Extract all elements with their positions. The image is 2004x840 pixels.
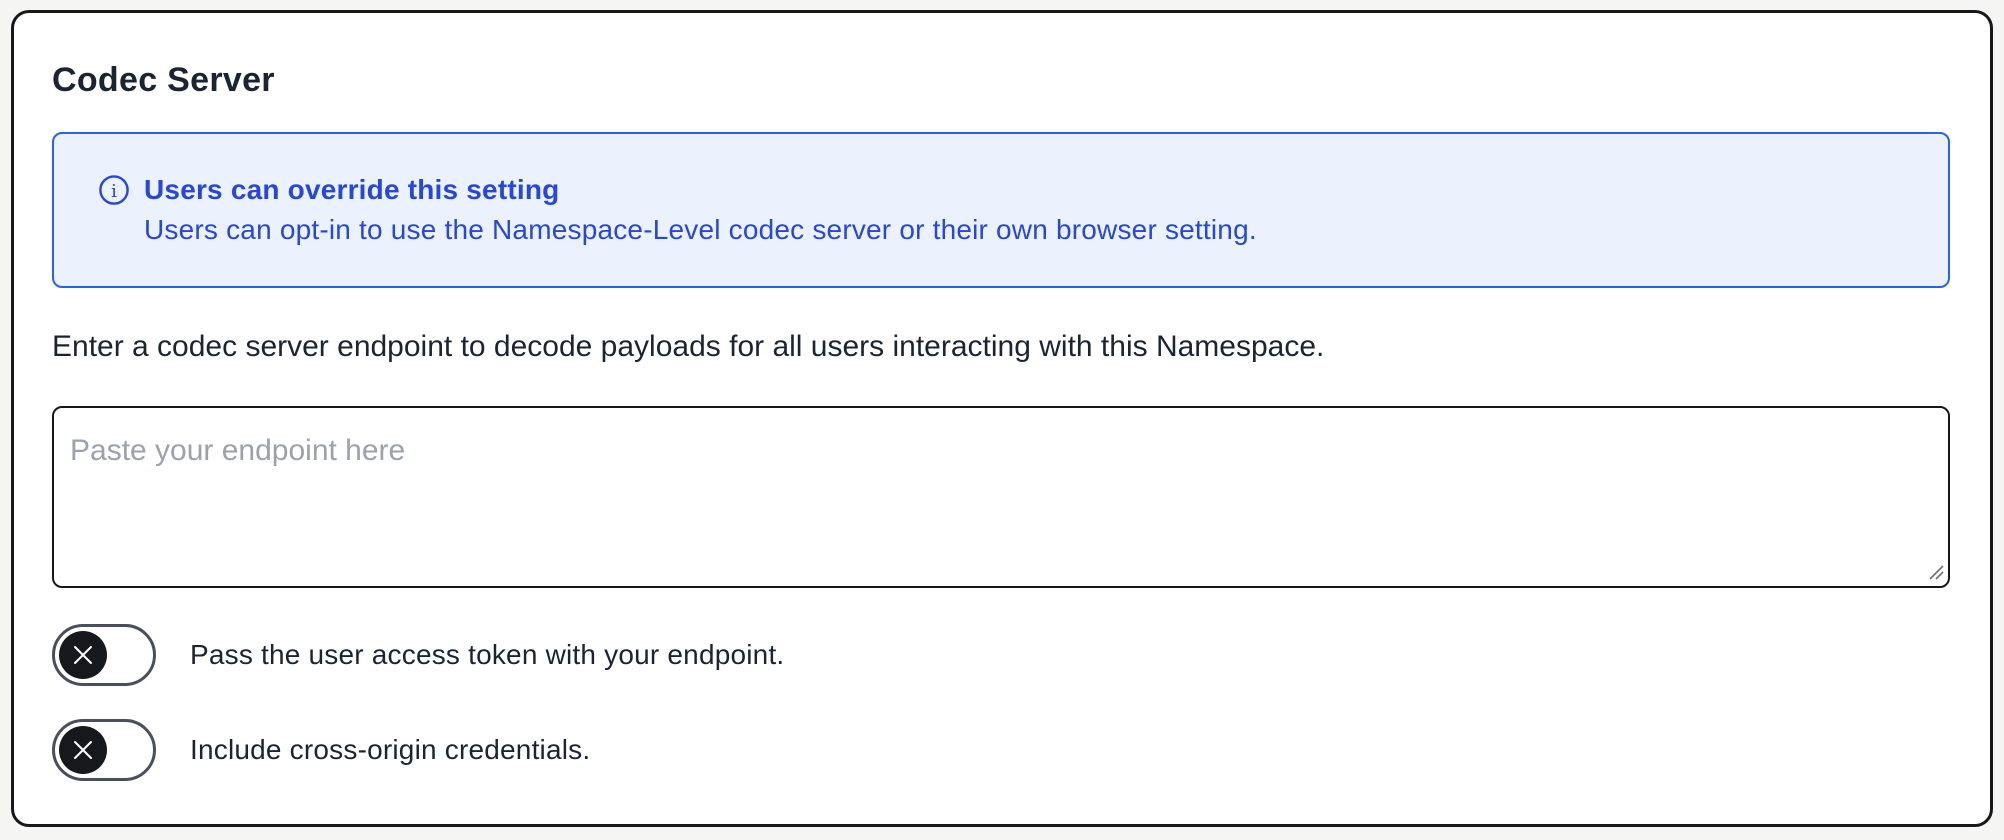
info-banner-description: Users can opt-in to use the Namespace-Level codec server or their own browser setting. <box>144 214 1257 245</box>
toggle-row-access-token <box>52 624 1950 686</box>
access-token-toggle[interactable] <box>52 624 156 686</box>
info-banner-text <box>144 170 1257 250</box>
cross-origin-toggle[interactable] <box>52 719 156 781</box>
panel-title: Codec Server <box>52 61 275 99</box>
toggle-row-cross-origin <box>52 719 1950 781</box>
endpoint-description: Enter a codec server endpoint to decode payloads for all users interacting with this Namespace. <box>52 330 1325 363</box>
info-banner <box>52 132 1950 288</box>
endpoint-input-wrapper <box>52 406 1950 588</box>
info-banner-title: Users can override this setting <box>144 174 560 205</box>
toggle-off-x-icon <box>59 631 107 679</box>
access-token-toggle-label: Pass the user access token with your endpoint. <box>190 639 785 670</box>
toggle-off-x-icon <box>59 726 107 774</box>
svg-text:i: i <box>111 181 117 202</box>
info-circle-icon <box>98 170 130 210</box>
codec-server-panel <box>11 10 1993 827</box>
cross-origin-toggle-label: Include cross-origin credentials. <box>190 734 591 765</box>
endpoint-input[interactable] <box>52 406 1950 588</box>
